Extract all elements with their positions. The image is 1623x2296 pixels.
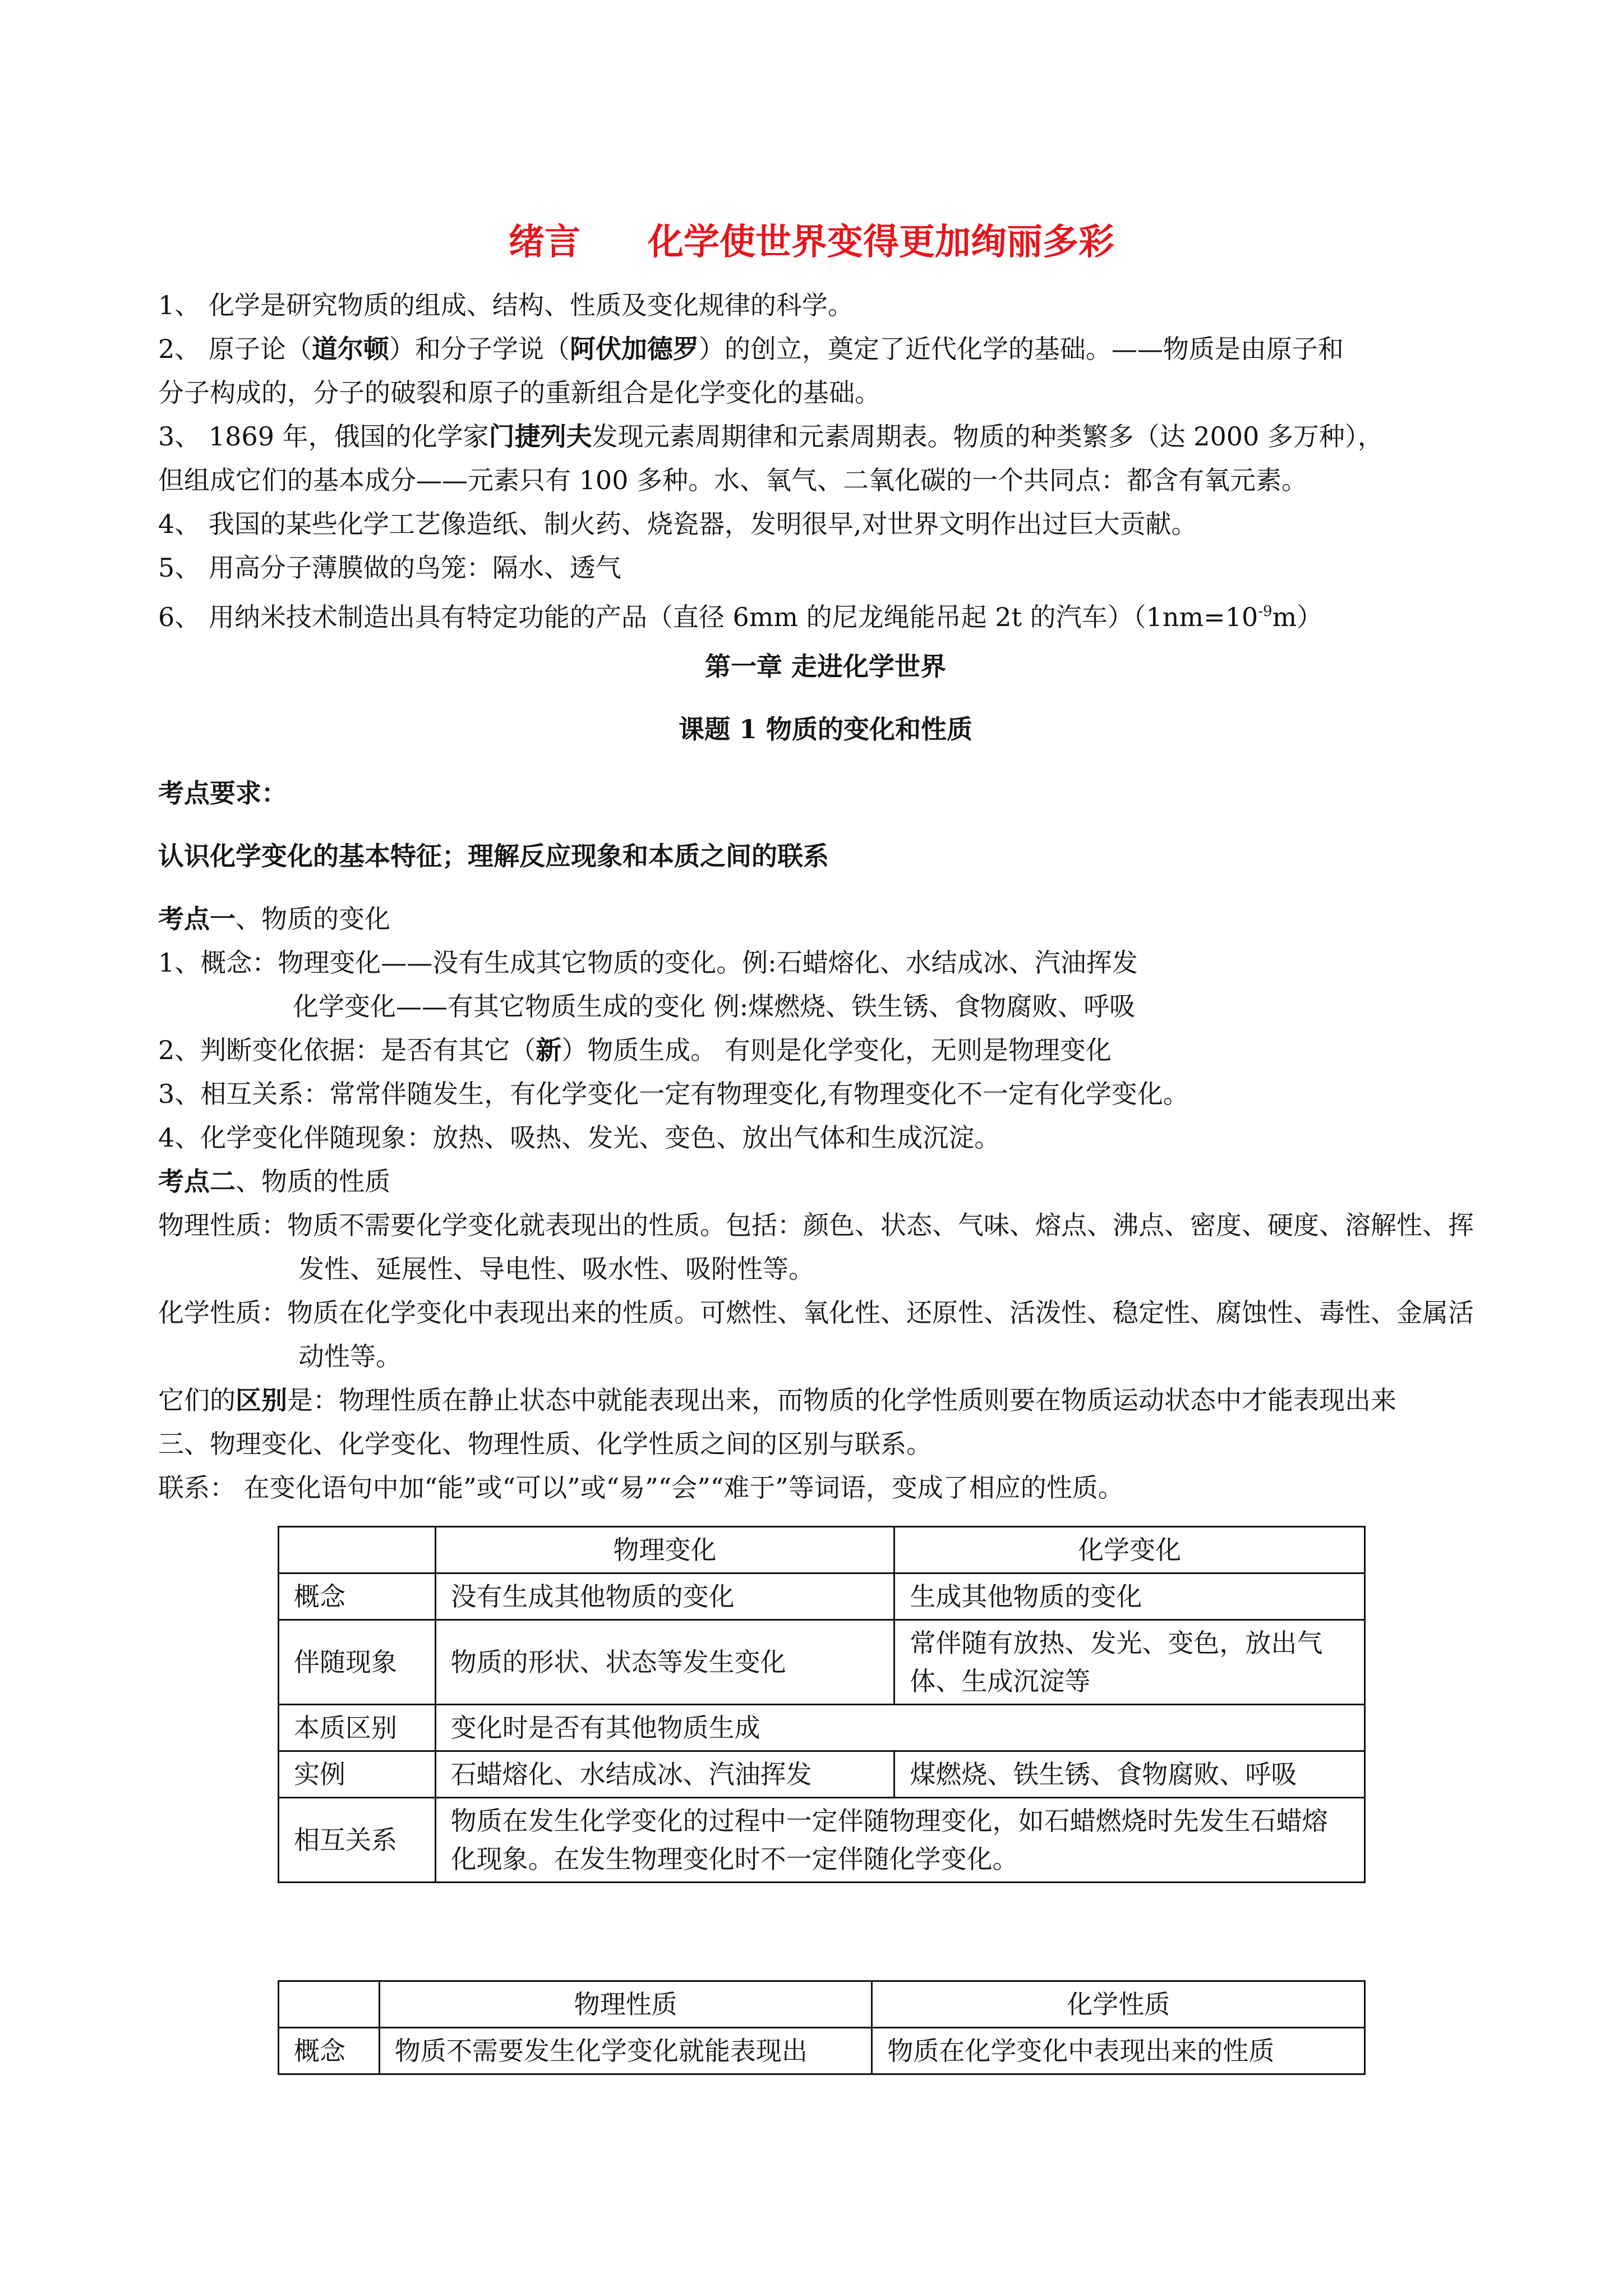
table-row [279,1705,1365,1751]
page-title [0,213,1623,265]
table-cell [279,1527,436,1573]
property-comparison-table [278,1980,1366,2075]
table-header: 化学性质 [872,1981,1365,2028]
table-header: 化学变化 [895,1527,1365,1573]
chapter-heading: 第一章 走进化学世界 [704,651,946,682]
table-cell: 物质在发生化学变化的过程中一定伴随物理变化，如石蜡燃烧时先发生石蜡熔化现象。在发生物理变化时不一定伴随化学变化。 [435,1798,1364,1883]
judgement-basis: 2、判断变化依据：是否有其它（新）物质生成。 有则是化学变化，无则是物理变化 [158,1035,1112,1065]
table-cell: 伴随现象 [279,1620,436,1705]
intro-line-2b: 分子构成的，分子的破裂和原子的重新组合是化学变化的基础。 [158,378,880,408]
change-comparison-table [278,1526,1366,1883]
document-body [158,283,1493,1510]
table-cell: 概念 [279,2028,380,2074]
concept-chemical: 化学变化——有其它物质生成的变化 例:煤燃烧、铁生锈、食物腐败、呼吸 [293,991,1136,1022]
table-row [279,1573,1365,1620]
intro-line-5: 5、 用高分子薄膜做的鸟笼：隔水、透气 [158,553,621,583]
intro-line-1: 1、 化学是研究物质的组成、结构、性质及变化规律的科学。 [158,290,854,320]
table-cell: 没有生成其他物质的变化 [435,1573,895,1620]
title-prefix: 绪言 [509,222,580,263]
section-3-heading: 三、物理变化、化学变化、物理性质、化学性质之间的区别与联系。 [158,1429,932,1459]
table-row [279,2028,1365,2074]
physical-property-text: 物理性质：物质不需要化学变化就表现出的性质。包括：颜色、状态、气味、熔点、沸点、密度、硬度、溶解性、挥发性、延展性、导电性、吸水性、吸附性等。 [158,1210,1474,1284]
table-cell: 概念 [279,1573,436,1620]
section-2-heading: 考点二、物质的性质 [158,1166,390,1197]
difference-text: 它们的区别是：物理性质在静止状态中就能表现出来，而物质的化学性质则要在物质运动状态中才能表现出来 [158,1385,1396,1415]
table-cell: 本质区别 [279,1705,436,1751]
mutual-relation: 3、相互关系：常常伴随发生，有化学变化一定有物理变化,有物理变化不一定有化学变化。 [158,1079,1189,1109]
table-cell: 常伴随有放热、发光、变色，放出气体、生成沉淀等 [895,1620,1365,1705]
table-cell: 物质在化学变化中表现出来的性质 [872,2028,1365,2074]
requirements-label: 考点要求： [158,778,287,808]
table-cell: 物质的形状、状态等发生变化 [435,1620,895,1705]
table-header: 物理变化 [435,1527,895,1573]
link-text: 联系： 在变化语句中加“能”或“可以”或“易”“会”“难于”等词语，变成了相应的性质。 [158,1473,1124,1503]
table-row [279,1981,1365,2028]
table-cell: 变化时是否有其他物质生成 [435,1705,1364,1751]
table-row [279,1798,1365,1883]
table-row [279,1751,1365,1798]
table-cell: 煤燃烧、铁生锈、食物腐败、呼吸 [895,1751,1365,1798]
table-cell [279,1981,380,2028]
table-header: 物理性质 [379,1981,872,2028]
table-cell: 生成其他物质的变化 [895,1573,1365,1620]
table-cell: 实例 [279,1751,436,1798]
requirements-text: 认识化学变化的基本特征；理解反应现象和本质之间的联系 [158,841,829,871]
title-main: 化学使世界变得更加绚丽多彩 [648,222,1114,263]
intro-line-3: 3、 1869 年，俄国的化学家门捷列夫发现元素周期律和元素周期表。物质的种类繁多（达 2000 多万种）， [158,421,1384,452]
table-row [279,1527,1365,1573]
table-cell: 石蜡熔化、水结成冰、汽油挥发 [435,1751,895,1798]
table-cell: 相互关系 [279,1798,436,1883]
table-row [279,1620,1365,1705]
intro-line-2: 2、 原子论（道尔顿）和分子学说（阿伏加德罗）的创立，奠定了近代化学的基础。——物质是由原子和 [158,334,1344,364]
accompanying-phenomena: 4、化学变化伴随现象：放热、吸热、发光、变色、放出气体和生成沉淀。 [158,1122,1000,1153]
section-1-heading: 考点一、物质的变化 [158,904,390,934]
concept-physical: 1、概念：物理变化——没有生成其它物质的变化。例:石蜡熔化、水结成冰、汽油挥发 [158,947,1138,978]
intro-line-3b: 但组成它们的基本成分——元素只有 100 多种。水、氧气、二氧化碳的一个共同点：都含有氧元素。 [158,465,1308,495]
table-cell: 物质不需要发生化学变化就能表现出 [379,2028,872,2074]
lesson-heading: 课题 1 物质的变化和性质 [678,714,973,744]
chemical-property-text: 化学性质：物质在化学变化中表现出来的性质。可燃性、氧化性、还原性、活泼性、稳定性、腐蚀性、毒性、金属活动性等。 [158,1297,1474,1372]
intro-line-6: 6、 用纳米技术制造出具有特定功能的产品（直径 6mm 的尼龙绳能吊起 2t 的汽车）$(1nm=10^{-9}m)$ [158,602,1323,632]
intro-line-4: 4、 我国的某些化学工艺像造纸、制火药、烧瓷器，发明很早,对世界文明作出过巨大贡献。 [158,509,1197,539]
